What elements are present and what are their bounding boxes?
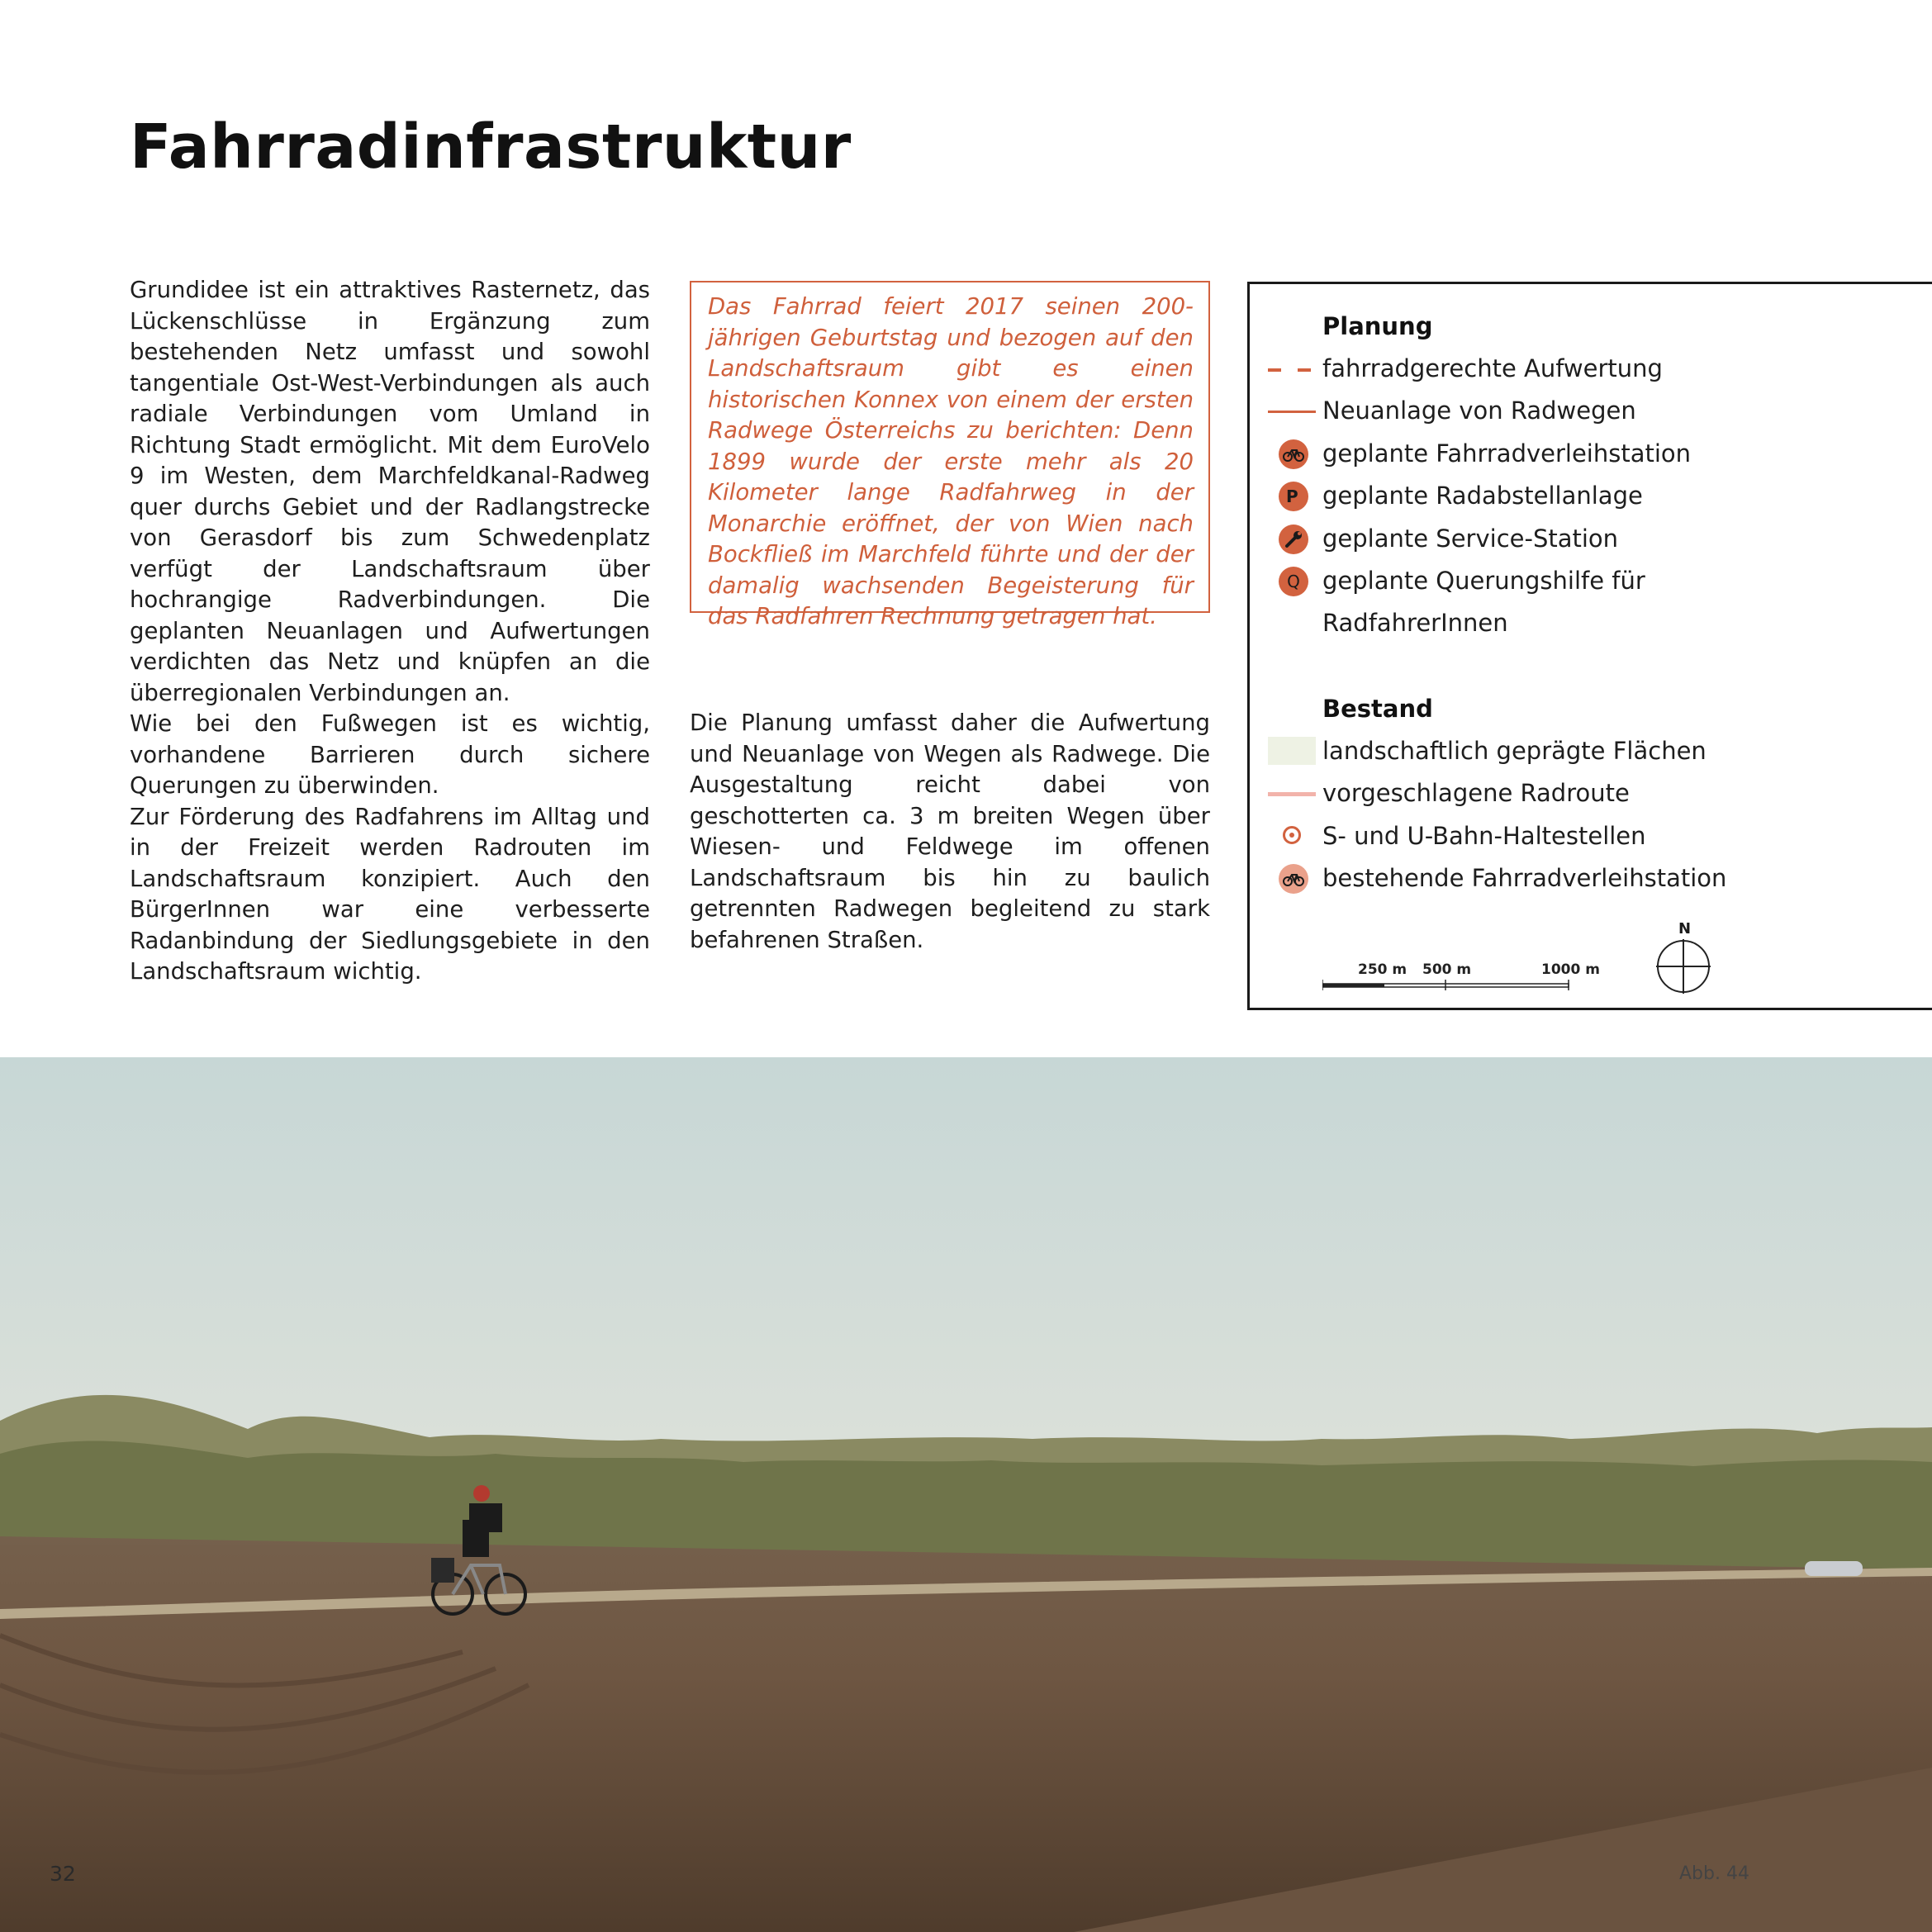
body-text-column-1: [130, 275, 650, 988]
paragraph: Zur Förderung des Radfahrens im Alltag und in der Freizeit werden Radrouten im Landschaftsraum konzipiert. Auch den BürgerInnen war eine verbesserte Radanbindung der Siedlungsgebiete in den Landschaftsraum wichtig.: [130, 803, 650, 985]
map-legend: [1247, 282, 1932, 1010]
legend-item-landscape: landschaftlich geprägte Flächen: [1250, 735, 1927, 768]
body-text-column-2: [690, 708, 1210, 956]
legend-item-planned-rental: geplante Fahrradverleihstation: [1250, 438, 1927, 471]
bike-icon: [1279, 439, 1308, 469]
q-icon: Q: [1279, 567, 1308, 596]
legend-heading-planung: Planung: [1322, 312, 1433, 340]
paragraph: Die Planung umfasst daher die Aufwertung und Neuanlage von Wegen als Radwege. Die Ausgestaltung reicht dabei von geschotterten ca. 3 m breiten Wegen über Wiesen- und Feldwege im offenen Landschaftsraum bis hin zu baulich getrennten Radwegen begleitend zu stark befahrenen Straßen.: [690, 710, 1210, 953]
wrench-icon: [1279, 525, 1308, 554]
legend-item-existing-rental: bestehende Fahrradverleihstation: [1250, 862, 1927, 895]
north-arrow: N: [1656, 920, 1722, 1003]
bike-icon: [1279, 864, 1308, 894]
legend-item-new-path: Neuanlage von Radwegen: [1250, 395, 1927, 428]
legend-item-service: geplante Service-Station: [1250, 523, 1927, 556]
history-infobox: Das Fahrrad feiert 2017 seinen 200-jährigen Geburtstag und bezogen auf den Landschaftsraum gibt es einen historischen Konnex von einem der ersten Radwege Österreichs zu berichten: Denn 1899 wurde der erste mehr als 20 Kilometer lange Radfahrweg in der Monarchie eröffnet, der von Wien nach Bockfließ im Marchfeld führte und der der damalig wachsenden Begeisterung für das Radfahren Rechnung getragen hat.: [690, 281, 1210, 613]
legend-heading-bestand: Bestand: [1322, 695, 1433, 723]
paragraph: Wie bei den Fußwegen ist es wichtig, vorhandene Barrieren durch sichere Querungen zu überwinden.: [130, 710, 650, 799]
landscape-photo: [0, 1057, 1932, 1932]
scale-bar: 250 m 500 m 1000 m: [1322, 961, 1735, 1011]
legend-item-crossing: Q geplante Querungshilfe für: [1250, 565, 1927, 598]
legend-item-upgrade: fahrradgerechte Aufwertung: [1250, 353, 1927, 386]
paragraph: Grundidee ist ein attraktives Rasternetz, das Lückenschlüsse in Ergänzung zum bestehenden Netz umfasst und sowohl tangentiale Ost-West-Verbindungen als auch radiale Verbindungen vom Umland in Richtung Stadt ermöglicht. Mit dem EuroVelo 9 im Westen, dem Marchfeldkanal-Radweg quer durchs Gebiet und der Radlangstrecke von Gerasdorf bis zum Schwedenplatz verfügt der Landschaftsraum über hochrangige Radverbindungen. Die geplanten Neuanlagen und Aufwertungen verdichten das Netz und knüpfen an die überregionalen Verbindungen an.: [130, 277, 650, 706]
dashed-line-icon: [1265, 353, 1317, 386]
page-number: 32: [50, 1862, 76, 1886]
bike-parking-icon: P: [1279, 482, 1308, 511]
legend-item-bike-parking: P geplante Radabstellanlage: [1250, 480, 1927, 513]
figure-reference: Abb. 44: [1679, 1863, 1749, 1884]
solid-line-icon: [1265, 395, 1317, 428]
legend-item-route: vorgeschlagene Radroute: [1250, 777, 1927, 810]
station-icon: [1283, 826, 1301, 844]
page-title: Fahrradinfrastruktur: [130, 112, 852, 183]
green-area-icon: [1265, 735, 1317, 768]
legend-item-crossing-cont: RadfahrerInnen: [1322, 609, 1508, 637]
pink-line-icon: [1265, 777, 1317, 810]
legend-item-station: S- und U-Bahn-Haltestellen: [1250, 820, 1927, 853]
